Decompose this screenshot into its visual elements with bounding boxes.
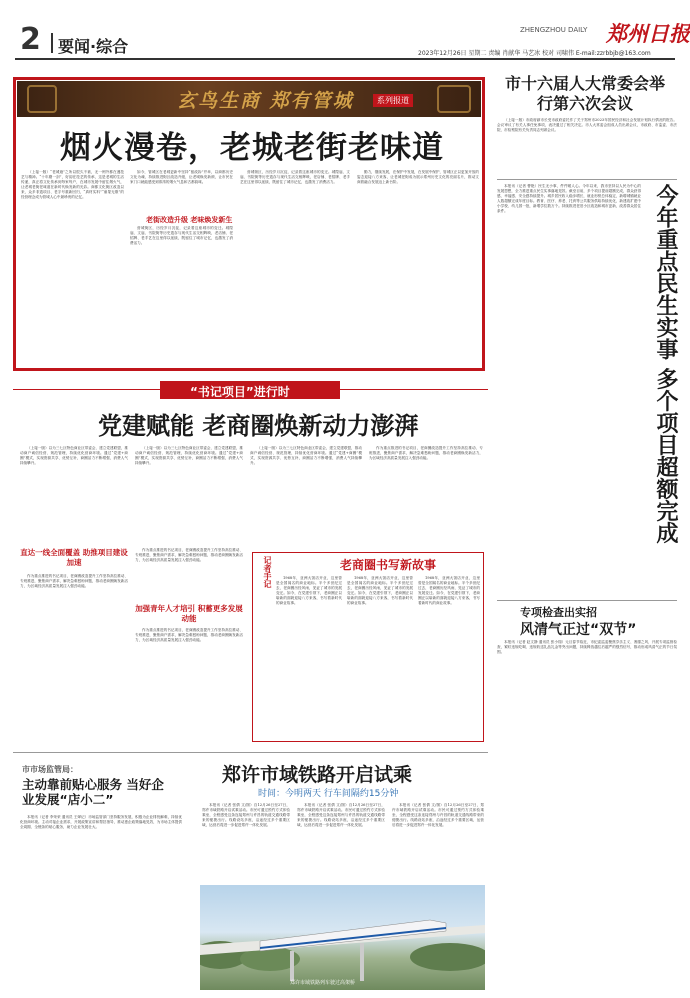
feature-col-2b: 营城街区，历经岁月沉淀，记录着这座城市的变迁。城隍庙、文庙、书院街等历史遗存与现代生活交相辉映，老店铺、老招牌、老手艺在这里得以延续，既留住了城市记忆，也激发了消费活力。 [130, 226, 233, 246]
ribbon-text: “书记项目”进行时 [190, 385, 290, 399]
rail-body-2: 本报讯（记者 张倩 文/图）自12月26日至27日，郑许市域铁路开启试乘活动。市民可通过预约方式体验乘坐，全程感受这条连接郑州与许昌的轨道交通线路带来的便捷出行。线路设站多座，沿途经过多个重要区域，运营后将进一步促进郑许一体化发展。 [297, 803, 385, 828]
right-top-body: （上接一版）市政府副市长受市政府委托作了关于郑州市2023年国民经济和社会发展计划执行情况的报告。会议审议了有关人事任免事项，表决通过了相关决定。市人大常委会组成人员出席会议，市政府、市监委、市法院、市检察院有关负责同志列席会议。 [497, 118, 677, 133]
mid-col-2c: 作为重点推进的书记项目，老商圈改造提升工作坚持高位推动、专班推进，聚焦商户需求，解决急难愁盼问题，推动老商圈焕发新活力，为区域经济高质量发展注入强劲动能。 [135, 628, 243, 643]
column-body-1: 1968年，亚洲大饭店开业，这里曾是全国闻名的商业地标。半个多世纪过去，老商圈历经风雨，见证了城市的发展变迁。如今，在党建引领下，老商圈正以崭新的面貌迎接八方来客，书写着新时代的商业故事。 [276, 576, 342, 606]
br-body: 本报讯（记者 赵文静 通讯员 张小翔）元旦春节临近，市纪委监委聚焦享乐主义、奢靡之风，开展专项监督检查，紧盯违规吃喝、违规收送礼品礼金等突出问题，持续释放越往后越严的强烈信号，推动形成风清气正的节日氛围。 [497, 640, 677, 655]
feature-col-1: （上接一版）“老城遮”之所以很久不衰，无一例外都在遵技艺与精神。“十年磨一剑”，好韵在技艺的传承，这是老城的生活传递，真正将文化传承到每家每户，在城市发展中留住烟火气，让老城老街老味道在新时代焕发新的光彩。商都文化街区改造以来，众多非遗项目、老字号重新回归，“真材实料”“童叟无欺”的经营理念成为管城人心中最珍贵的记忆。 [21, 170, 124, 200]
bl-tag: 市市场监管局： [22, 765, 78, 774]
section-title: 要闻·综合 [58, 37, 129, 56]
br-tag: 专项检查出实招 [520, 606, 597, 619]
column-body-2: 1968年，亚洲大饭店开业，这里曾是全国闻名的商业地标。半个多世纪过去，老商圈历经风雨，见证了城市的发展变迁。如今，在党建引领下，老商圈正以崭新的面貌迎接八方来客，书写着新时代的商业故事。 [347, 576, 413, 606]
vertical-headline: 今年重点民生实事 多个项目超额完成 [653, 184, 678, 544]
mid-headline: 党建赋能 老商圈焕新动力澎湃 [98, 412, 419, 440]
mid-sidehead-1: 直达一线全面覆盖 助推项目建设加速 [20, 548, 128, 567]
mid-col-1: （上接一版）以为三七区特色商业区带委会，建立党建联盟，推动商户诚信经营、规范管理，持续优化营商环境。通过“党建+商圈”模式，实现资源共享、优势互补，商圈活力不断增强，消费人气持续攀升。 [20, 446, 128, 466]
banner-title: 玄鸟生商 郑有管城 [177, 90, 354, 112]
column-body-3: 1968年，亚洲大饭店开业，这里曾是全国闻名的商业地标。半个多世纪过去，老商圈历经风雨，见证了城市的发展变迁。如今，在党建引领下，老商圈正以崭新的面貌迎接八方来客，书写着新时代的商业故事。 [418, 576, 480, 606]
br-divider [497, 600, 677, 601]
feature-col-3: 营城街区，历经岁月沉淀，记录着这座城市的变迁。城隍庙、文庙、书院街等历史遗存与现代生活交相辉映，老店铺、老招牌、老手艺在这里得以延续，既留住了城市记忆，也激发了消费活力。 [240, 170, 350, 185]
rail-subhead: 时间：今明两天 行车间隔约15分钟 [258, 789, 399, 799]
header-rule [15, 58, 675, 60]
page-header [0, 0, 690, 62]
series-badge: 系列报道 [373, 94, 413, 107]
right-divider [497, 179, 677, 180]
publication-name: ZHENGZHOU DAILY [520, 26, 588, 34]
mid-col-2: （上接一版）以为三七区特色商业区带委会，建立党建联盟，推动商户诚信经营、规范管理，持续优化营商环境。通过“党建+商圈”模式，实现资源共享、优势互补，商圈活力不断增强，消费人气持续攀升。 [135, 446, 243, 466]
feature-banner [17, 81, 481, 117]
page-number: 2 [20, 22, 41, 57]
viaduct-pillar [290, 951, 294, 981]
photo-caption: 郑许市域铁路列车驶过高架桥 [290, 980, 356, 986]
mid-col-3: （上接一版）以为三七区特色商业区带委会，建立党建联盟，推动商户诚信经营、规范管理，持续优化营商环境。通过“党建+商圈”模式，实现资源共享、优势互补，商圈活力不断增强，消费人气持续攀升。 [250, 446, 362, 466]
viaduct-pillar [360, 943, 364, 981]
column-tag: 记者手记 [263, 556, 272, 588]
br-headline: 风清气正过“双节” [520, 622, 637, 638]
mid-col-1b: 作为重点推进的书记项目，老商圈改造提升工作坚持高位推动、专班推进，聚焦商户需求，解决急难愁盼问题，推动老商圈焕发新活力，为区域经济高质量发展注入强劲动能。 [20, 574, 128, 589]
feature-subhead: 老街改造升级 老味焕发新生 [146, 216, 233, 224]
rail-body-3: 本报讯（记者 张倩 文/图）自12月26日至27日，郑许市域铁路开启试乘活动。市民可通过预约方式体验乘坐，全程感受这条连接郑州与许昌的轨道交通线路带来的便捷出行。线路设站多座，沿途经过多个重要区域，运营后将进一步促进郑许一体化发展。 [392, 803, 484, 828]
newspaper-logo: 郑州日报 [606, 21, 690, 46]
mid-col-2b: 作为重点推进的书记项目，老商圈改造提升工作坚持高位推动、专班推进，聚焦商户需求，解决急难愁盼问题，推动老商圈焕发新活力，为区域经济高质量发展注入强劲动能。 [135, 548, 243, 563]
banner-ornament-right [437, 85, 471, 113]
header-divider [51, 33, 53, 53]
feature-headline: 烟火漫卷，老城老街老味道 [60, 130, 444, 166]
feature-col-2: 如今，管城区在老城更新中坚持“留改拆”并举，以商都历史文化为魂，持续推进街区改造升级，让老城焕发新颜，让市民在家门口就能感受到浓浓的烟火气息和古都韵味。 [130, 170, 233, 185]
feature-col-4: 勤力，继续发展，在保护中发展，在发展中保护，管城区正以更加开放的姿态迎接八方来客，让老城老街成为展示郑州历史文化的亮丽名片，推动文商旅融合发展迈上新台阶。 [357, 170, 479, 185]
bl-body: 本报讯（记者 李荣荣 通讯员 王婵记）市场监管部门坚持服务发展，积极为企业排忧解难，持续优化营商环境。主动对接企业需求，开展政策宣讲和帮扶指导，推动惠企政策落地见效，为市场主体提供全周期、全链条的贴心服务，助力企业发展壮大。 [20, 815, 182, 830]
mid-sidehead-2: 加强青年人才培引 积蓄更多发展动能 [135, 604, 243, 623]
right-top-headline: 市十六届人大常委会举行第六次会议 [505, 74, 666, 113]
right-body-col: 本报讯（记者 曹艳）民生无小事，件件暖人心。今年以来，我市坚持以人民为中心的发展思想，全力推进重点民生实事落地见效。截至目前，多个项目提前超额完成，群众获得感、幸福感、安全感持续提升。城乡居民收入稳步增长，就业形势总体稳定，新增城镇就业人数超额完成年度目标。教育、医疗、养老、托育等公共服务供给持续优化，新建改扩建中小学校、幼儿园一批，新增学位数万个。持续推进老旧小区改造和城市更新，改善群众居住条件。 [497, 184, 641, 214]
rail-body-1: 本报讯（记者 张倩 文/图）自12月26日至27日，郑许市域铁路开启试乘活动。市民可通过预约方式体验乘坐，全程感受这条连接郑州与许昌的轨道交通线路带来的便捷出行。线路设站多座，沿途经过多个重要区域，运营后将进一步促进郑许一体化发展。 [202, 803, 290, 828]
dateline: 2023年12月26日 星期二 责编 肖献华 马艺冰 校对 司啸伟 E-mail:zzrbbjb@163.com [418, 50, 651, 57]
mid-col-4: 作为重点推进的书记项目，老商圈改造提升工作坚持高位推动、专班推进，聚焦商户需求，解决急难愁盼问题，推动老商圈焕发新活力，为区域经济高质量发展注入强劲动能。 [369, 446, 483, 461]
section-divider [13, 752, 488, 753]
rail-headline: 郑许市域铁路开启试乘 [222, 764, 413, 786]
column-title: 老商圈书写新故事 [340, 558, 437, 572]
banner-ornament-left [27, 85, 57, 113]
bl-headline: 主动靠前贴心服务 当好企业发展“店小二” [22, 777, 164, 807]
rail-photo [200, 885, 485, 990]
rail-photo-graphic [200, 885, 485, 990]
